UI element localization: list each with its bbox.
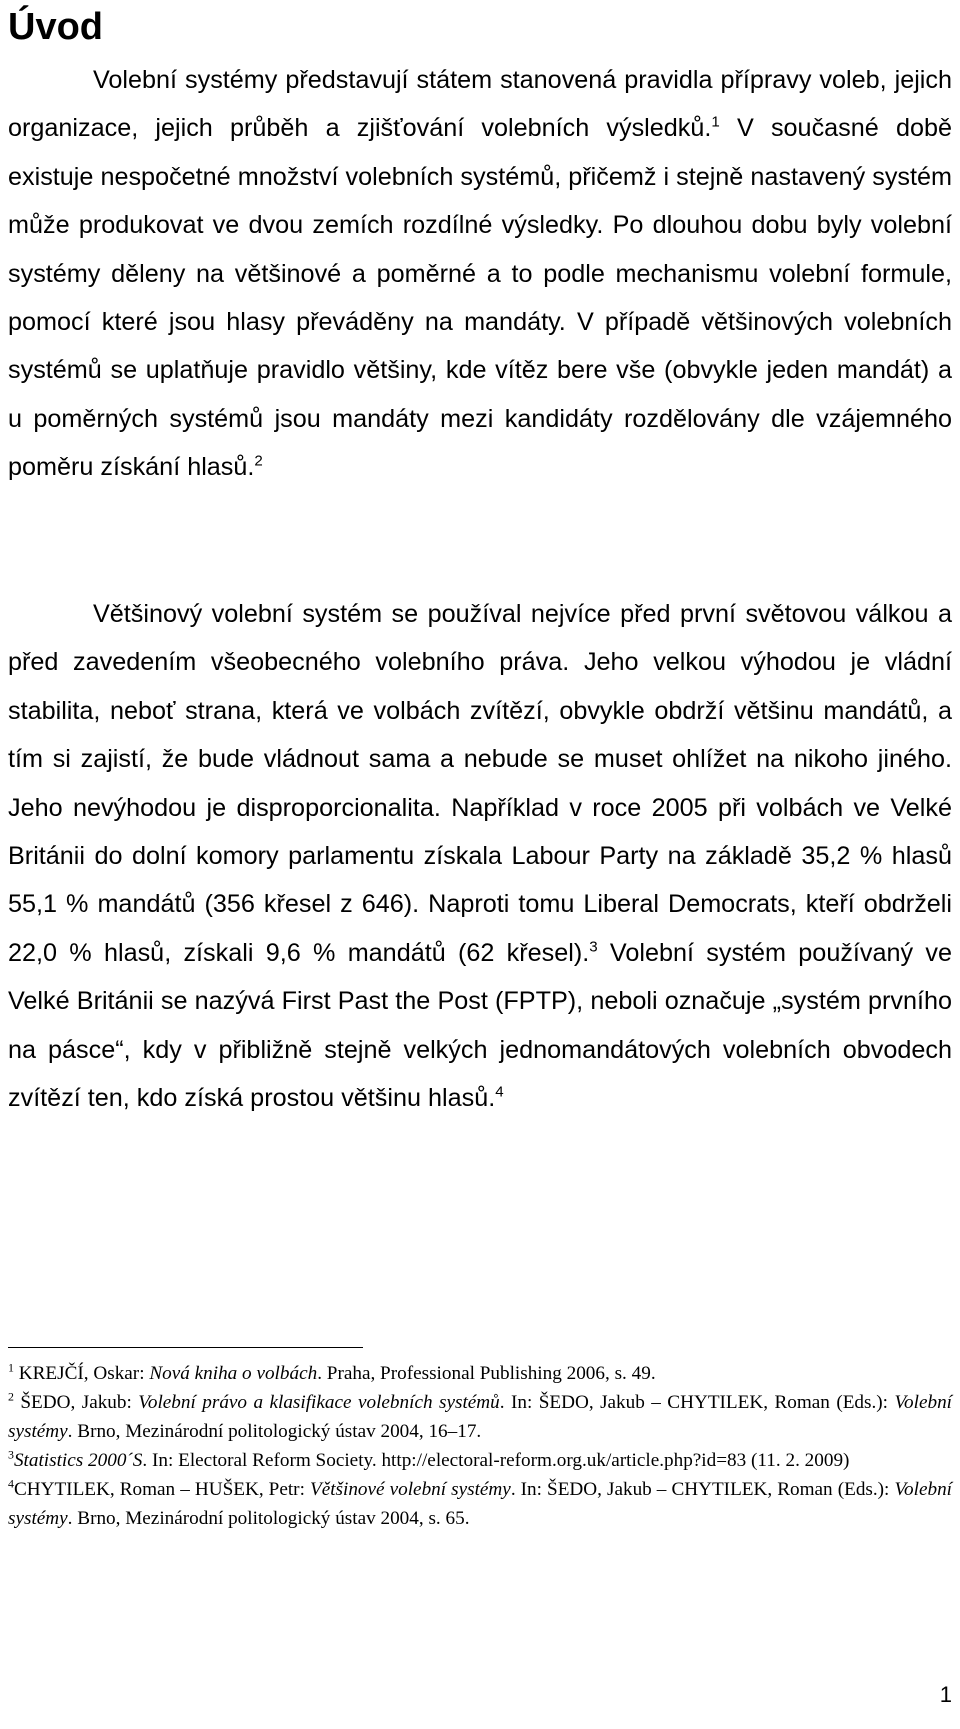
footnote-2-text-b: . In: ŠEDO, Jakub – CHYTILEK, Roman (Eds.):	[499, 1392, 895, 1413]
footnote-2-text: ŠEDO, Jakub:	[13, 1392, 139, 1413]
footnote-4-title: Většinové volební systémy	[309, 1479, 511, 1500]
footnote-2-number: 2	[8, 1389, 14, 1404]
paragraph-1-text-b: V současné době existuje nespočetné množství volebních systémů, přičemž i stejně nastavený systém může produkovat ve dvou zemích rozdílné výsledky. Po dlouhou dobu byly volební systémy děleny na většinové a poměrné a to podle mechanismu volební formule, pomocí které jsou hlasy převáděny na mandáty. V případě většinových volebních systémů se uplatňuje pravidlo většiny, kde vítěz bere vše (obvykle jeden mandát) a u poměrných systémů jsou mandáty mezi kandidáty rozdělovány dle vzájemného poměru získání hlasů.	[8, 114, 952, 482]
footnote-2	[8, 1388, 952, 1446]
footnote-1-title: Nová kniha o volbách	[149, 1363, 318, 1384]
footnote-4-title-b: Volební systémy	[8, 1479, 953, 1529]
page-number: 1	[939, 1682, 952, 1707]
footnote-2-source: . Brno, Mezinárodní politologický ústav 2004, 16–17.	[67, 1421, 482, 1442]
footnote-1-source: . Praha, Professional Publishing 2006, s. 49.	[317, 1363, 656, 1384]
footnote-4	[8, 1475, 952, 1533]
footnote-2-title-b: Volební systémy	[8, 1392, 953, 1442]
footnote-4-text-b: . In: ŠEDO, Jakub – CHYTILEK, Roman (Eds.):	[510, 1479, 895, 1500]
paragraph-1	[8, 56, 952, 492]
page-title: Úvod	[8, 6, 103, 48]
paragraph-2-text-a: Většinový volební systém se používal nejvíce před první světovou válkou a před zavedením všeobecného volebního práva. Jeho velkou výhodou je vládní stabilita, neboť strana, která ve volbách zvítězí, obvykle obdrží většinu mandátů, a tím si zajistí, že bude vládnout sama a nebude se muset ohlížet na nikoho jiného. Jeho nevýhodou je disproporcionalita. Například v roce 2005 při volbách ve Velké Británii do dolní komory parlamentu získala Labour Party na základě 35,2 % hlasů 55,1 % mandátů (356 křesel z 646). Naproti tomu Liberal Democrats, kteří obdrželi 22,0 % hlasů, získali 9,6 % mandátů (62 křesel).	[8, 600, 952, 967]
footnote-ref-4[interactable]: 4	[495, 1083, 504, 1101]
footnote-ref-3[interactable]: 3	[589, 938, 598, 956]
footnote-1-number: 1	[8, 1360, 14, 1375]
footnote-3-number: 3	[8, 1447, 14, 1462]
footnote-ref-1[interactable]: 1	[711, 114, 720, 132]
footnotes	[8, 1359, 952, 1533]
footnote-2-title: Volební právo a klasifikace volebních systémů	[138, 1392, 500, 1413]
footnote-ref-2[interactable]: 2	[254, 452, 263, 470]
paragraph-1-text-a: Volební systémy představují státem stanovená pravidla přípravy voleb, jejich organizace, jejich průběh a zjišťování volebních výsledků.	[8, 66, 952, 143]
footnote-1	[8, 1359, 952, 1388]
footnote-4-number: 4	[8, 1476, 14, 1491]
footnote-3	[8, 1446, 952, 1475]
footnote-3-title: Statistics 2000´S	[13, 1450, 143, 1471]
footnote-4-text: CHYTILEK, Roman – HUŠEK, Petr:	[13, 1479, 310, 1500]
paragraph-2-text-b: Volební systém používaný ve Velké Británii se nazývá First Past the Post (FPTP), neboli označuje „systém prvního na pásce“, kdy v přibližně stejně velkých jednomandátových volebních obvodech zvítězí ten, kdo získá prostou většinu hlasů.	[8, 938, 952, 1113]
footnote-1-text: KREJČÍ, Oskar:	[13, 1363, 150, 1384]
footnote-3-source: . In: Electoral Reform Society. http://electoral-reform.org.uk/article.php?id=83 (11. 2. 2009)	[142, 1450, 850, 1471]
footnote-4-source: . Brno, Mezinárodní politologický ústav 2004, s. 65.	[67, 1508, 470, 1529]
footnote-separator	[8, 1347, 363, 1348]
paragraph-2	[8, 590, 952, 1122]
